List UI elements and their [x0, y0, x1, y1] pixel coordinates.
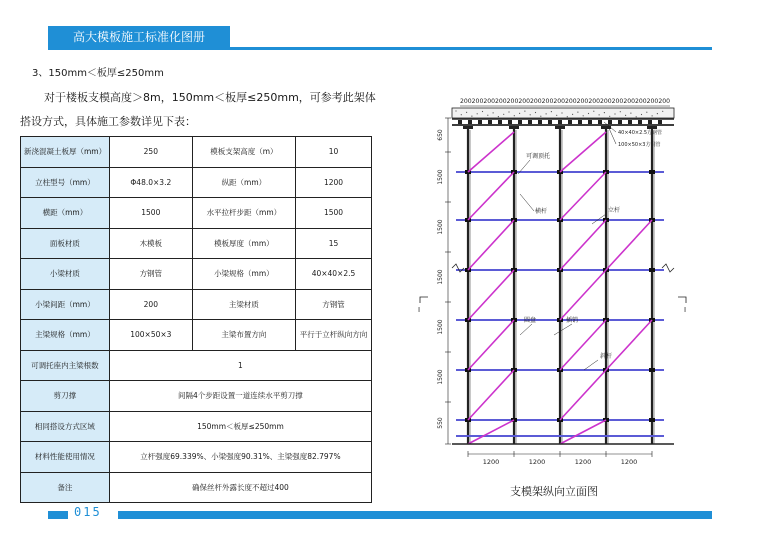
slab-dot	[567, 116, 568, 117]
slab-dot	[524, 111, 525, 112]
slab-dot	[461, 114, 462, 115]
label-adjustable-support: 可调顶托	[526, 153, 551, 160]
figure-caption: 支模架纵向立面图	[510, 485, 598, 498]
footer-bar-right	[118, 511, 712, 519]
leader-horizontal	[520, 194, 534, 211]
small-beam	[548, 120, 552, 124]
bottom-dimension-label: 1200	[620, 458, 638, 466]
table-row	[21, 411, 372, 442]
label-pin: 插销	[566, 317, 579, 324]
diagonal-brace	[560, 172, 606, 220]
table-row	[21, 167, 372, 198]
slab-dot	[487, 115, 488, 116]
table-cell: 150mm＜板厚≤250mm	[109, 411, 371, 442]
page-number: 015	[74, 505, 102, 519]
small-beam	[518, 120, 522, 124]
u-head	[463, 126, 473, 129]
small-beam	[658, 120, 662, 124]
slab-dot	[614, 113, 615, 114]
small-beam	[618, 120, 622, 124]
diagonal-brace	[468, 420, 514, 444]
section-mark-left	[420, 297, 428, 303]
table-row	[21, 259, 372, 290]
small-beam	[508, 120, 512, 124]
table-cell: 1200	[295, 167, 371, 198]
slab-dot	[652, 115, 653, 116]
bottom-dimension-label: 1200	[482, 458, 500, 466]
table-row	[21, 228, 372, 259]
small-beam	[558, 120, 562, 124]
table-cell: Φ48.0×3.2	[109, 167, 192, 198]
table-cell: 确保丝杆外露长度不超过400	[109, 472, 371, 503]
label-diagonal: 斜杆	[600, 353, 613, 360]
table-cell: 小梁规格（mm）	[192, 259, 295, 290]
table-cell: 备注	[21, 472, 110, 503]
slab-dot	[646, 112, 647, 113]
slab-dot	[482, 111, 483, 112]
small-beam	[458, 120, 462, 124]
top-dimension-text: 200200200200200200200200200200200200200200200200200200	[460, 98, 671, 105]
diagonal-brace	[560, 420, 606, 444]
label-disc: 圆盘	[524, 317, 537, 324]
table-cell: 可调托座内主梁根数	[21, 350, 110, 381]
slab-dot	[519, 113, 520, 114]
slab-dot	[636, 116, 637, 117]
leader-diagonal	[584, 360, 598, 370]
diagonal-brace	[468, 132, 514, 172]
small-beam	[468, 120, 472, 124]
slab-dot	[572, 114, 573, 115]
table-cell: 100×50×3	[109, 320, 192, 351]
slab-dot	[593, 111, 594, 112]
small-beams	[458, 120, 662, 124]
table-cell: 相同搭设方式区域	[21, 411, 110, 442]
diagonal-brace	[606, 320, 652, 370]
section-label-left: I	[418, 306, 421, 314]
table-row	[21, 472, 372, 503]
small-beam	[598, 120, 602, 124]
parameter-table	[20, 136, 372, 503]
table-row	[21, 381, 372, 412]
slab-dot	[561, 112, 562, 113]
label-main-beam: 100×50×3方钢管	[618, 142, 661, 148]
small-beam	[608, 120, 612, 124]
table-cell: 新浇混凝土板厚（mm）	[21, 137, 110, 168]
left-dimension-label: 1500	[437, 319, 444, 335]
bottom-dimensions	[468, 451, 652, 466]
slab-dot	[540, 116, 541, 117]
scaffold-svg	[408, 92, 698, 472]
left-dimension-label: 550	[437, 417, 444, 429]
slab-dot	[514, 115, 515, 116]
table-cell: 模板厚度（mm）	[192, 228, 295, 259]
diagonal-brace	[468, 172, 514, 220]
table-cell: 剪刀撑	[21, 381, 110, 412]
section-label-right: I	[684, 306, 687, 314]
table-row	[21, 198, 372, 229]
small-beam	[498, 120, 502, 124]
slab-dot	[588, 113, 589, 114]
left-dimension-label: 1500	[437, 169, 444, 185]
left-dimension-label: 650	[437, 129, 444, 141]
table-cell: 横距（mm）	[21, 198, 110, 229]
diagonal-brace	[468, 370, 514, 420]
left-dimension-label: 1500	[437, 269, 444, 285]
table-cell: 材料性能使用情况	[21, 442, 110, 473]
diagonal-brace	[560, 220, 606, 270]
table-cell: 间隔4个步距设置一道连续水平剪刀撑	[109, 381, 371, 412]
slab-dot	[599, 114, 600, 115]
slab-dot	[641, 114, 642, 115]
label-vertical-pole: 立杆	[608, 207, 621, 214]
table-cell: 方钢管	[109, 259, 192, 290]
disc-node	[649, 418, 655, 422]
slab-dot	[662, 111, 663, 112]
small-beam	[528, 120, 532, 124]
slab-dot	[625, 115, 626, 116]
u-head	[555, 126, 565, 129]
slab-dot	[503, 114, 504, 115]
table-cell: 面板材质	[21, 228, 110, 259]
diagonal-brace	[468, 320, 514, 370]
table-cell: 木模板	[109, 228, 192, 259]
table-cell: 40×40×2.5	[295, 259, 371, 290]
table-cell: 主梁规格（mm）	[21, 320, 110, 351]
table-cell: 方钢管	[295, 289, 371, 320]
slab-dot	[535, 112, 536, 113]
section-title: 3、150mm＜板厚≤250mm	[32, 68, 164, 79]
label-small-beam: 40×40×2.5方钢管	[618, 130, 663, 136]
table-cell: 15	[295, 228, 371, 259]
bottom-dimension-label: 1200	[528, 458, 546, 466]
slab-dot	[455, 110, 456, 111]
table-row	[21, 137, 372, 168]
diagonal-brace	[560, 270, 606, 320]
slab-dot	[556, 115, 557, 116]
slab-dot	[657, 113, 658, 114]
leader-disc	[520, 324, 532, 335]
section-mark-right	[678, 297, 686, 303]
table-cell: 200	[109, 289, 192, 320]
table-row	[21, 350, 372, 381]
table-cell: 水平拉杆步距（mm）	[192, 198, 295, 229]
slab-dot	[630, 113, 631, 114]
slab-dot	[546, 113, 547, 114]
small-beam	[538, 120, 542, 124]
footer-bar-left	[48, 511, 68, 519]
diagonal-brace	[606, 220, 652, 270]
small-beam	[628, 120, 632, 124]
table-cell: 平行于立杆纵向方向	[295, 320, 371, 351]
table-cell: 模板支架高度（m）	[192, 137, 295, 168]
table-cell: 10	[295, 137, 371, 168]
table-cell: 纵距（mm）	[192, 167, 295, 198]
slab-dot	[471, 116, 472, 117]
u-head	[601, 126, 611, 129]
diagonal-brace	[560, 320, 606, 370]
small-beam	[488, 120, 492, 124]
slab-dot	[609, 116, 610, 117]
header-title: 高大模板施工标准化图册	[48, 26, 230, 48]
table-row	[21, 289, 372, 320]
leader-pin	[554, 324, 572, 335]
slab-dot	[466, 112, 467, 113]
table-cell: 1500	[109, 198, 192, 229]
table-cell: 主梁材质	[192, 289, 295, 320]
table-cell: 立杆强度69.339%、小梁强度90.31%、主梁强度82.797%	[109, 442, 371, 473]
diagonal-brace	[560, 132, 606, 172]
table-cell: 立柱型号（mm）	[21, 167, 110, 198]
small-beam	[638, 120, 642, 124]
left-dimensions	[437, 118, 451, 444]
slab-dot	[508, 111, 509, 112]
u-head	[509, 126, 519, 129]
scaffold-structure	[456, 126, 664, 444]
table-row	[21, 442, 372, 473]
small-beam	[648, 120, 652, 124]
slab-dot	[493, 112, 494, 113]
diagonal-brace	[468, 220, 514, 270]
small-beam	[578, 120, 582, 124]
slab-dot	[604, 112, 605, 113]
slab-dot	[620, 111, 621, 112]
slab-dot	[530, 114, 531, 115]
label-horizontal-bar: 横杆	[535, 208, 548, 215]
u-head	[647, 126, 657, 129]
disc-node	[649, 170, 655, 174]
slab-dot	[551, 111, 552, 112]
table-cell: 主梁布置方向	[192, 320, 295, 351]
small-beam	[478, 120, 482, 124]
diagonal-brace	[560, 370, 606, 420]
slab-dot	[477, 113, 478, 114]
concrete-slab	[452, 108, 674, 118]
disc-node	[649, 368, 655, 372]
table-cell: 小梁间距（mm）	[21, 289, 110, 320]
slab-dot	[498, 116, 499, 117]
diagonal-brace	[468, 270, 514, 320]
slab-dot	[583, 115, 584, 116]
table-cell: 1500	[295, 198, 371, 229]
header-rule	[48, 47, 712, 50]
scaffold-elevation-drawing	[408, 92, 698, 476]
table-cell: 250	[109, 137, 192, 168]
small-beam	[568, 120, 572, 124]
bottom-dimension-label: 1200	[574, 458, 592, 466]
left-dimension-label: 1500	[437, 369, 444, 385]
slab-dot	[577, 112, 578, 113]
left-dimension-label: 1500	[437, 219, 444, 235]
disc-node	[649, 268, 655, 272]
table-cell: 小梁材质	[21, 259, 110, 290]
intro-paragraph: 对于楼板支模高度＞8m，150mm＜板厚≤250mm，可参考此架体搭设方式，具体施工参数详见下表：	[20, 91, 376, 128]
table-cell: 1	[109, 350, 371, 381]
small-beam	[588, 120, 592, 124]
table-row	[21, 320, 372, 351]
